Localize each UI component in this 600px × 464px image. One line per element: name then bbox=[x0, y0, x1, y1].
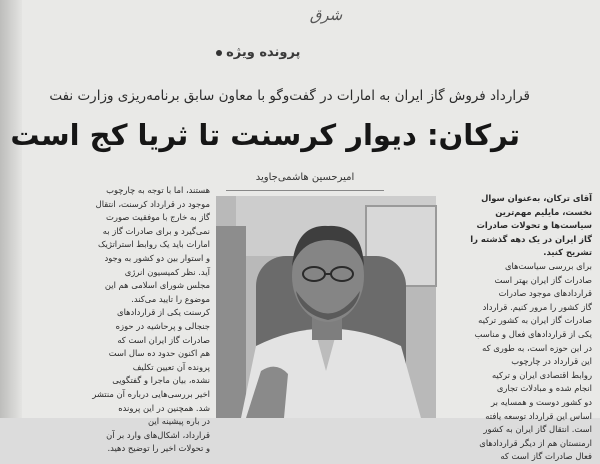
column-line: این قرارداد در چارچوب bbox=[511, 356, 592, 367]
column-line: صادرات گاز ایران است که bbox=[117, 334, 210, 345]
column-line: قراردادهای موجود صادرات bbox=[498, 288, 592, 299]
column-line: اساس این قرارداد توسعه یافته bbox=[485, 410, 592, 421]
column-line: نمی‌گیرد و برای صادرات گاز به bbox=[102, 225, 210, 236]
column-line: آقای ترکان، به‌عنوان سوال bbox=[481, 193, 592, 203]
column-line: دو کشور دوست و همسایه بر bbox=[490, 396, 592, 407]
column-line: ارمنستان هم از دیگر قراردادهای bbox=[479, 437, 592, 448]
column-line: مجلس شورای اسلامی هم این bbox=[104, 280, 210, 291]
column-line: صادرات گاز ایران بهتر است bbox=[494, 274, 592, 285]
column-line: یکی از قراردادهای فعال و مناسب bbox=[474, 328, 592, 339]
column-line: انجام شده و مبادلات تجاری bbox=[496, 383, 592, 394]
column-line: صادرات گاز ایران به کشور ترکیه bbox=[478, 315, 592, 326]
column-line: فعال صادرات گاز است که bbox=[500, 451, 592, 462]
column-line: موضوع را تایید می‌کند. bbox=[131, 293, 210, 304]
column-line: در این حوزه است، به طوری که bbox=[482, 342, 592, 353]
column-line: است. انتقال گاز ایران به کشور bbox=[483, 424, 592, 435]
interview-photo bbox=[216, 196, 436, 418]
column-line: پرونده آن تعیین تکلیف bbox=[132, 361, 210, 372]
column-line: و استوار بین دو کشور به وجود bbox=[104, 252, 210, 263]
bullet-icon bbox=[216, 50, 222, 56]
column-line: هستند، اما با توجه به چارچوب bbox=[106, 185, 210, 195]
section-label bbox=[190, 45, 320, 65]
section-label-text: پرونده ویژه bbox=[226, 45, 301, 60]
article-column-right bbox=[440, 192, 592, 462]
article-column-left bbox=[60, 184, 210, 454]
column-line: برای بررسی سیاست‌های bbox=[504, 260, 592, 271]
column-line: آید. نظر کمیسیون انرژی bbox=[124, 266, 210, 277]
article-headline: ترکان: دیوار کرسنت تا ثریا کج است bbox=[10, 118, 520, 152]
column-line: گاز ایران در یک دهه گذشته را bbox=[470, 233, 592, 244]
column-line: قرارداد، اشکال‌های وارد بر آن bbox=[106, 429, 210, 440]
byline-divider bbox=[226, 190, 384, 191]
article-subhead: قرارداد فروش گاز ایران به امارات در گفت‌وگو با معاون سابق برنامه‌ریزی وزارت نفت bbox=[49, 88, 530, 104]
masthead-logo: شرق bbox=[309, 6, 343, 24]
column-line: نخست، مایلیم مهم‌ترین bbox=[495, 206, 592, 217]
column-line: روابط اقتصادی ایران و ترکیه bbox=[491, 369, 592, 380]
column-line: تشریح کنید. bbox=[543, 247, 592, 258]
column-line: اخیر بررسی‌هایی درباره آن منتشر bbox=[92, 388, 210, 399]
column-line: در باره پیشینه این bbox=[148, 416, 210, 427]
interview-photo-illustration bbox=[216, 196, 436, 418]
column-line: کرسنت یکی از قراردادهای bbox=[117, 307, 210, 318]
page-fold-shadow bbox=[0, 0, 22, 418]
column-line: شد. همچنین در این پرونده bbox=[118, 402, 210, 413]
column-line: امارات باید یک روابط استراتژیک bbox=[98, 239, 210, 250]
article-byline: امیرحسین هاشمی‌جاوید bbox=[255, 172, 355, 183]
column-line: و تحولات اخیر را توضیح دهید. bbox=[107, 443, 210, 454]
column-line: نشده، بیان ماجرا و گفتگویی bbox=[112, 375, 210, 386]
column-line: جنجالی و پرحاشیه در حوزه bbox=[115, 320, 210, 331]
column-line: موجود در قرارداد کرسنت، انتقال bbox=[95, 198, 210, 209]
column-line: گاز کشور را مرور کنیم. قرارداد bbox=[482, 301, 592, 312]
column-line: هم اکنون حدود ده سال است bbox=[108, 348, 210, 359]
column-line: گاز به خارج با موفقیت صورت bbox=[106, 212, 210, 223]
column-line: سیاست‌ها و تحولات صادرات bbox=[476, 220, 592, 231]
